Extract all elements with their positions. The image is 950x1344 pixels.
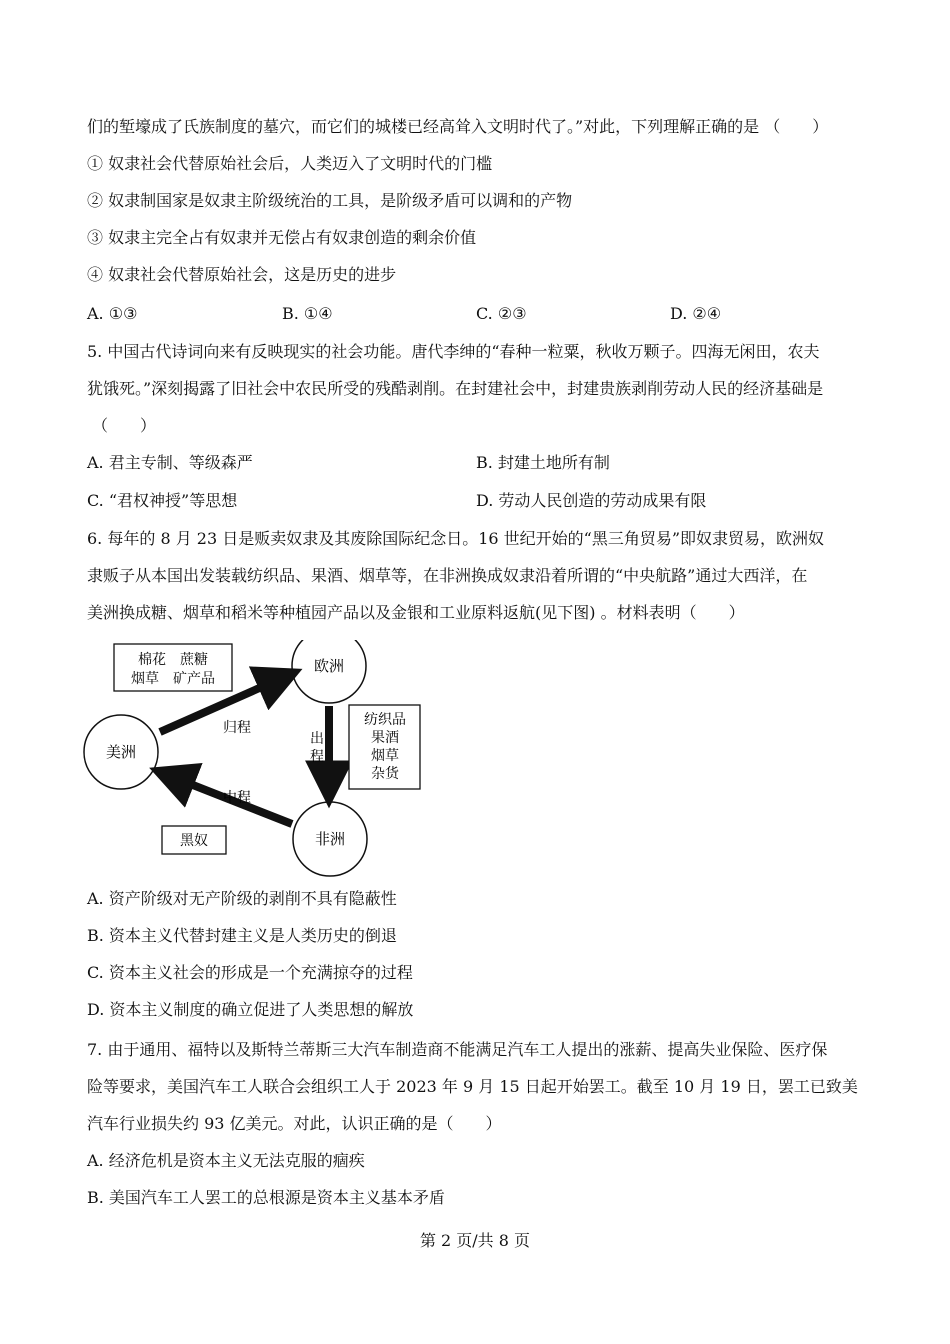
q4-option-b: B. ①④ <box>282 304 333 323</box>
q7-stem-line-2: 险等要求，美国汽车工人联合会组织工人于 2023 年 9 月 15 日起开始罢工。截至 10 月 19 日，罢工已致美 <box>87 1077 858 1096</box>
q7-option-b: B. 美国汽车工人罢工的总根源是资本主义基本矛盾 <box>87 1188 445 1207</box>
label-outbound-char-1: 出 <box>310 731 324 747</box>
label-outbound-char-2: 程 <box>310 749 324 765</box>
q7-option-a: A. 经济危机是资本主义无法克服的痼疾 <box>87 1151 365 1170</box>
q5-stem-line-2: 犹饿死。”深刻揭露了旧社会中农民所受的残酷剥削。在封建社会中，封建贵族剥削劳动人民的经济基础是 <box>87 379 824 398</box>
q4-option-d: D. ②④ <box>670 304 722 323</box>
goods-box-africa-label: 黑奴 <box>180 833 208 849</box>
goods-box-europe-line-2: 果酒 <box>371 730 399 746</box>
label-middle-passage: 中程 <box>223 790 251 806</box>
q7-stem-line-3: 汽车行业损失约 93 亿美元。对此，认识正确的是（ ） <box>87 1114 502 1133</box>
goods-box-america-line-1: 棉花 蔗糖 <box>138 652 208 668</box>
q7-stem-line-1: 7. 由于通用、福特以及斯特兰蒂斯三大汽车制造商不能满足汽车工人提出的涨薪、提高失业保险、医疗保 <box>87 1040 828 1059</box>
q4-item-1: ① 奴隶社会代替原始社会后，人类迈入了文明时代的门槛 <box>87 154 493 173</box>
page-footer: 第 2 页/共 8 页 <box>419 1231 531 1250</box>
q6-stem-line-1: 6. 每年的 8 月 23 日是贩卖奴隶及其废除国际纪念日。16 世纪开始的“黑三角贸易”即奴隶贸易，欧洲奴 <box>87 529 825 548</box>
q5-option-c: C. “君权神授”等思想 <box>87 491 238 510</box>
q5-option-d: D. 劳动人民创造的劳动成果有限 <box>476 491 707 510</box>
triangle-trade-diagram <box>0 640 950 880</box>
q6-option-c: C. 资本主义社会的形成是一个充满掠夺的过程 <box>87 963 413 982</box>
q4-option-a: A. ①③ <box>87 304 138 323</box>
q5-answer-bracket: （ ） <box>92 416 157 435</box>
q5-stem-line-1: 5. 中国古代诗词向来有反映现实的社会功能。唐代李绅的“春种一粒粟，秋收万颗子。四海无闲田，农夫 <box>87 342 820 361</box>
goods-box-europe-line-4: 杂货 <box>371 766 399 782</box>
goods-box-europe-line-1: 纺织品 <box>364 712 406 728</box>
goods-box-america-line-2: 烟草 矿产品 <box>131 671 215 687</box>
q6-stem-line-2: 隶贩子从本国出发装载纺织品、果酒、烟草等，在非洲换成奴隶沿着所谓的“中央航路”通过大西洋，在 <box>87 566 808 585</box>
q5-option-a: A. 君主专制、等级森严 <box>87 453 253 472</box>
q6-option-a: A. 资产阶级对无产阶级的剥削不具有隐蔽性 <box>87 889 397 908</box>
q6-stem-line-3: 美洲换成糖、烟草和稻米等种植园产品以及金银和工业原料返航(见下图) 。材料表明（ ） <box>87 603 745 622</box>
q4-item-4: ④ 奴隶社会代替原始社会，这是历史的进步 <box>87 265 397 284</box>
node-africa-label: 非洲 <box>314 830 346 848</box>
q4-item-3: ③ 奴隶主完全占有奴隶并无偿占有奴隶创造的剩余价值 <box>87 228 477 247</box>
q6-option-d: D. 资本主义制度的确立促进了人类思想的解放 <box>87 1000 414 1019</box>
node-america-label: 美洲 <box>105 743 137 761</box>
q6-option-b: B. 资本主义代替封建主义是人类历史的倒退 <box>87 926 397 945</box>
q4-option-c: C. ②③ <box>476 304 527 323</box>
q5-option-b: B. 封建土地所有制 <box>476 453 610 472</box>
goods-box-europe-line-3: 烟草 <box>371 748 399 764</box>
label-return-leg: 归程 <box>223 720 251 736</box>
q4-stem-line: 们的堑壕成了氏族制度的墓穴，而它们的城楼已经高耸入文明时代了。”对此，下列理解正确的是 （ ） <box>87 117 829 136</box>
q4-item-2: ② 奴隶制国家是奴隶主阶级统治的工具，是阶级矛盾可以调和的产物 <box>87 191 573 210</box>
node-europe-label: 欧洲 <box>313 657 345 675</box>
